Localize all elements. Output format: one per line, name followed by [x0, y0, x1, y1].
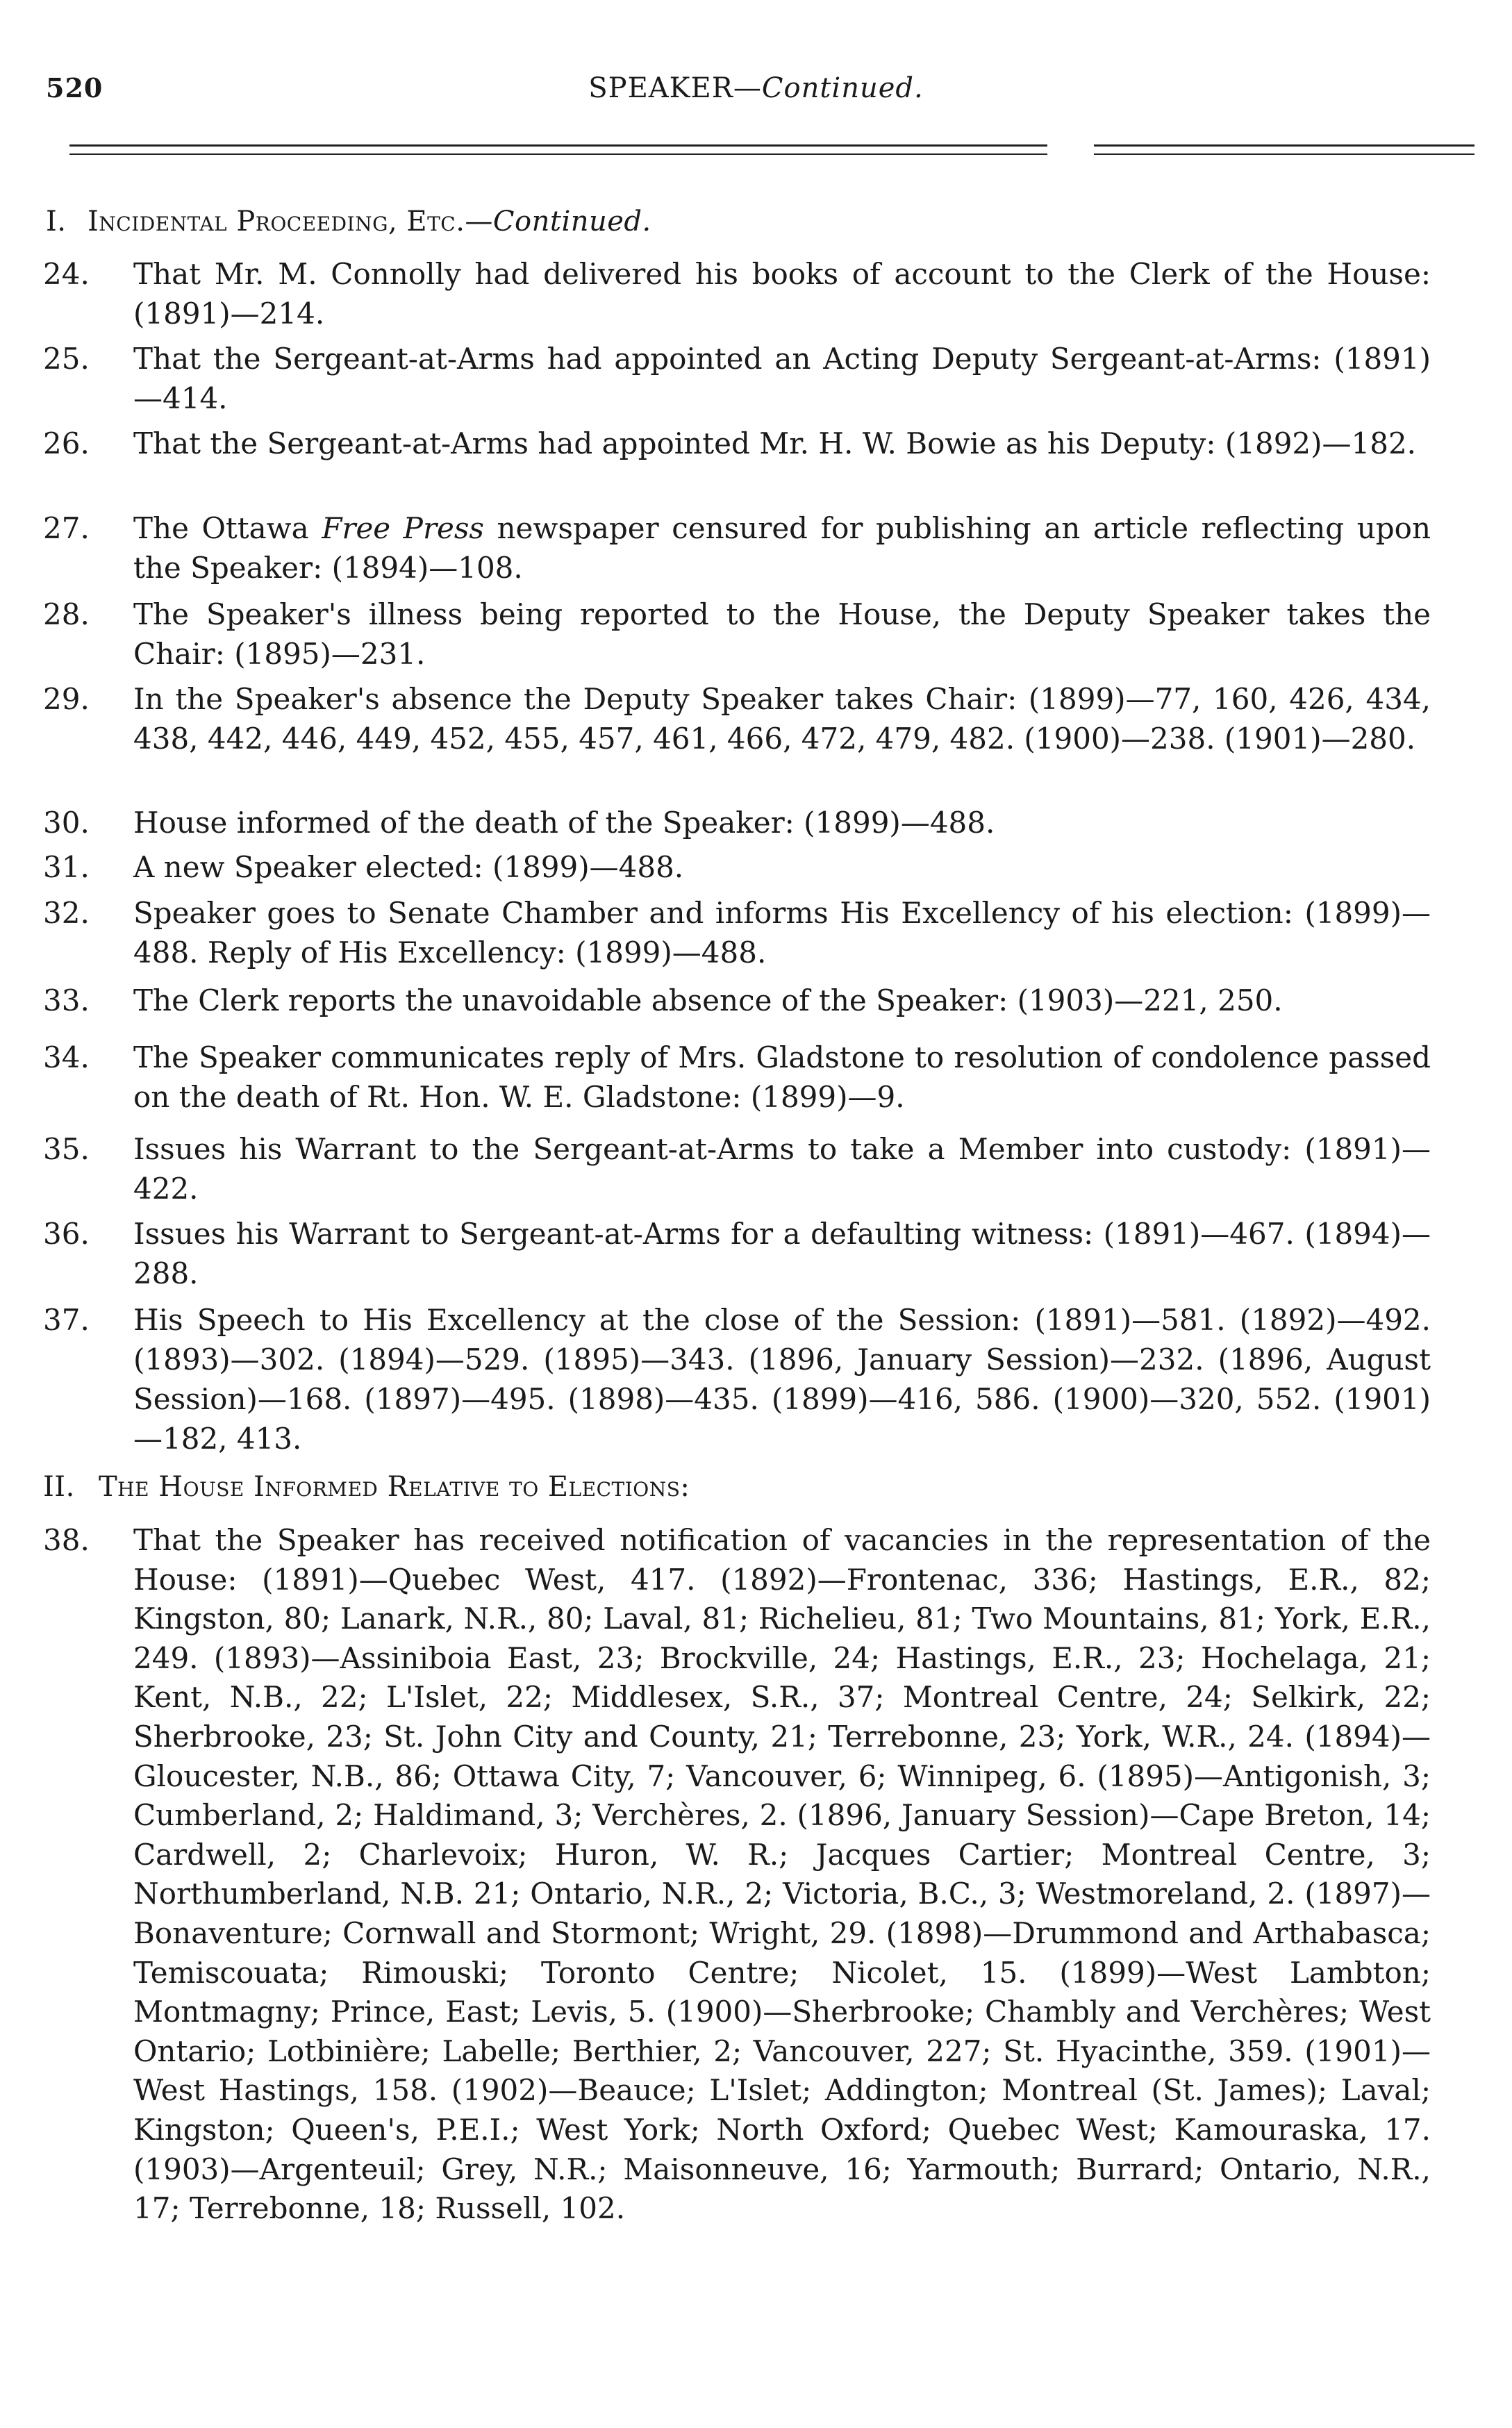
- list-item: [43, 1521, 1431, 2229]
- entry-text: Speaker goes to Senate Chamber and informs His Excellency of his election: (1899)—488. Reply of His Excellency: (1899)—488.: [133, 896, 1431, 970]
- list-item: [43, 981, 1431, 1020]
- list-item: [43, 847, 1431, 887]
- entry-text: The Ottawa Free Press newspaper censured for publishing an article reflecting upon the Speaker: (1894)—108.: [133, 511, 1431, 585]
- running-head: [0, 72, 1512, 104]
- entry-text: Issues his Warrant to Sergeant-at-Arms for a defaulting witness: (1891)—467. (1894)—288.: [133, 1217, 1431, 1290]
- entry-text: Issues his Warrant to the Sergeant-at-Arms to take a Member into custody: (1891)—422.: [133, 1132, 1431, 1206]
- entry-text: The Clerk reports the unavoidable absence of the Speaker: (1903)—221, 250.: [133, 983, 1283, 1017]
- entry-number: 36.: [43, 1217, 90, 1251]
- section-title: Incidental Proceeding, Etc.—: [88, 206, 493, 238]
- list-item: [43, 679, 1431, 758]
- running-head-title: SPEAKER—: [588, 72, 762, 104]
- entry-text: House informed of the death of the Speaker: (1899)—488.: [133, 806, 995, 840]
- page-number: 520: [46, 72, 103, 103]
- entry-text: A new Speaker elected: (1899)—488.: [133, 850, 684, 884]
- entry-text: The Speaker communicates reply of Mrs. Gladstone to resolution of condolence passed on the death of Rt. Hon. W. E. Gladstone: (1899)—9.: [133, 1040, 1431, 1114]
- entry-number: 24.: [43, 257, 90, 291]
- entry-text: That the Speaker has received notification of vacancies in the representation of the House: (1891)—Quebec West, 417. (1892)—Frontenac, 336; Hastings, E.R., 82; Kingston, 80; Lanark, N.R., 80; Laval, 81; Richelieu, 81; Two Mountains, 81; York, E.R., 249. (1893)—Assiniboia East, 23; Brockville, 24; Hastings, E.R., 23; Hochelaga, 21; Kent, N.B., 22; L'Islet, 22; Middlesex, S.R., 37; Montreal Centre, 24; Selkirk, 22; Sherbrooke, 23; St. John City and County, 21; Terrebonne, 23; York, W.R., 24. (1894)—Gloucester, N.B., 86; Ottawa City, 7; Vancouver, 6; Winnipeg, 6. (1895)—Antigonish, 3; Cumberland, 2; Haldimand, 3; Verchères, 2. (1896, January Session)—Cape Breton, 14; Cardwell, 2; Charlevoix; Huron, W. R.; Jacques Cartier; Montreal Centre, 3; Northumberland, N.B. 21; Ontario, N.R., 2; Victoria, B.C., 3; Westmoreland, 2. (1897)—Bonaventure; Cornwall and Stormont; Wright, 29. (1898)—Drummond and Arthabasca; Temiscouata; Rimouski; Toronto Centre; Nicolet, 15. (1899)—West Lambton; Montmagny; Prince, East; Levis, 5. (1900)—Sherbrooke; Chambly and Verchères; West Ontario; Lotbinière; Labelle; Berthier, 2; Vancouver, 227; St. Hyacinthe, 359. (1901)—West Hastings, 158. (1902)—Beauce; L'Islet; Addington; Montreal (St. James); Laval; Kingston; Queen's, P.E.I.; West York; North Oxford; Quebec West; Kamouraska, 17. (1903)—Argenteuil; Grey, N.R.; Maisonneuve, 16; Yarmouth; Burrard; Ontario, N.R., 17; Terrebonne, 18; Russell, 102.: [133, 1523, 1431, 2226]
- header-rule-left: [69, 144, 1047, 158]
- section-heading: [46, 206, 651, 238]
- running-head-continued: Continued.: [761, 72, 924, 104]
- list-item: [43, 893, 1431, 972]
- section-numeral: II.: [43, 1471, 75, 1503]
- entry-text: In the Speaker's absence the Deputy Speaker takes Chair: (1899)—77, 160, 426, 434, 438, 442, 446, 449, 452, 455, 457, 461, 466, 472, 479, 482. (1900)—238. (1901)—280.: [133, 682, 1431, 756]
- entry-number: 27.: [43, 511, 90, 545]
- newspaper-title: Free Press: [322, 511, 484, 545]
- entry-number: 31.: [43, 850, 90, 884]
- list-item: [43, 594, 1431, 674]
- entry-number: 25.: [43, 342, 90, 376]
- entry-number: 35.: [43, 1132, 90, 1166]
- list-item: [43, 803, 1431, 842]
- list-item: [43, 508, 1431, 588]
- list-item: [43, 1038, 1431, 1117]
- entry-number: 26.: [43, 426, 90, 460]
- entry-text: The Speaker's illness being reported to the House, the Deputy Speaker takes the Chair: (1895)—231.: [133, 597, 1431, 671]
- header-rule-right: [1094, 144, 1474, 158]
- entry-text: That the Sergeant-at-Arms had appointed an Acting Deputy Sergeant-at-Arms: (1891)—414.: [133, 342, 1431, 415]
- entry-number: 34.: [43, 1040, 90, 1074]
- list-item: [43, 424, 1431, 463]
- list-item: [43, 1129, 1431, 1208]
- entry-number: 38.: [43, 1523, 90, 1557]
- entry-text: His Speech to His Excellency at the close of the Session: (1891)—581. (1892)—492. (1893)—302. (1894)—529. (1895)—343. (1896, January Session)—232. (1896, August Session)—168. (1897)—495. (1898)—435. (1899)—416, 586. (1900)—320, 552. (1901)—182, 413.: [133, 1303, 1431, 1456]
- section-heading: [43, 1471, 690, 1503]
- list-item: [43, 1214, 1431, 1293]
- list-item: [43, 339, 1431, 418]
- list-item: [43, 254, 1431, 333]
- section-continued: Continued.: [492, 206, 651, 238]
- entry-number: 28.: [43, 597, 90, 631]
- entry-number: 37.: [43, 1303, 90, 1337]
- entry-text: That Mr. M. Connolly had delivered his books of account to the Clerk of the House: (1891)—214.: [133, 257, 1431, 331]
- entry-number: 30.: [43, 806, 90, 840]
- section-numeral: I.: [46, 206, 67, 238]
- entry-number: 33.: [43, 983, 90, 1017]
- section-title: The House Informed Relative to Elections:: [99, 1471, 690, 1503]
- entry-text: That the Sergeant-at-Arms had appointed Mr. H. W. Bowie as his Deputy: (1892)—182.: [133, 426, 1417, 460]
- entry-number: 29.: [43, 682, 90, 716]
- list-item: [43, 1300, 1431, 1458]
- entry-number: 32.: [43, 896, 90, 930]
